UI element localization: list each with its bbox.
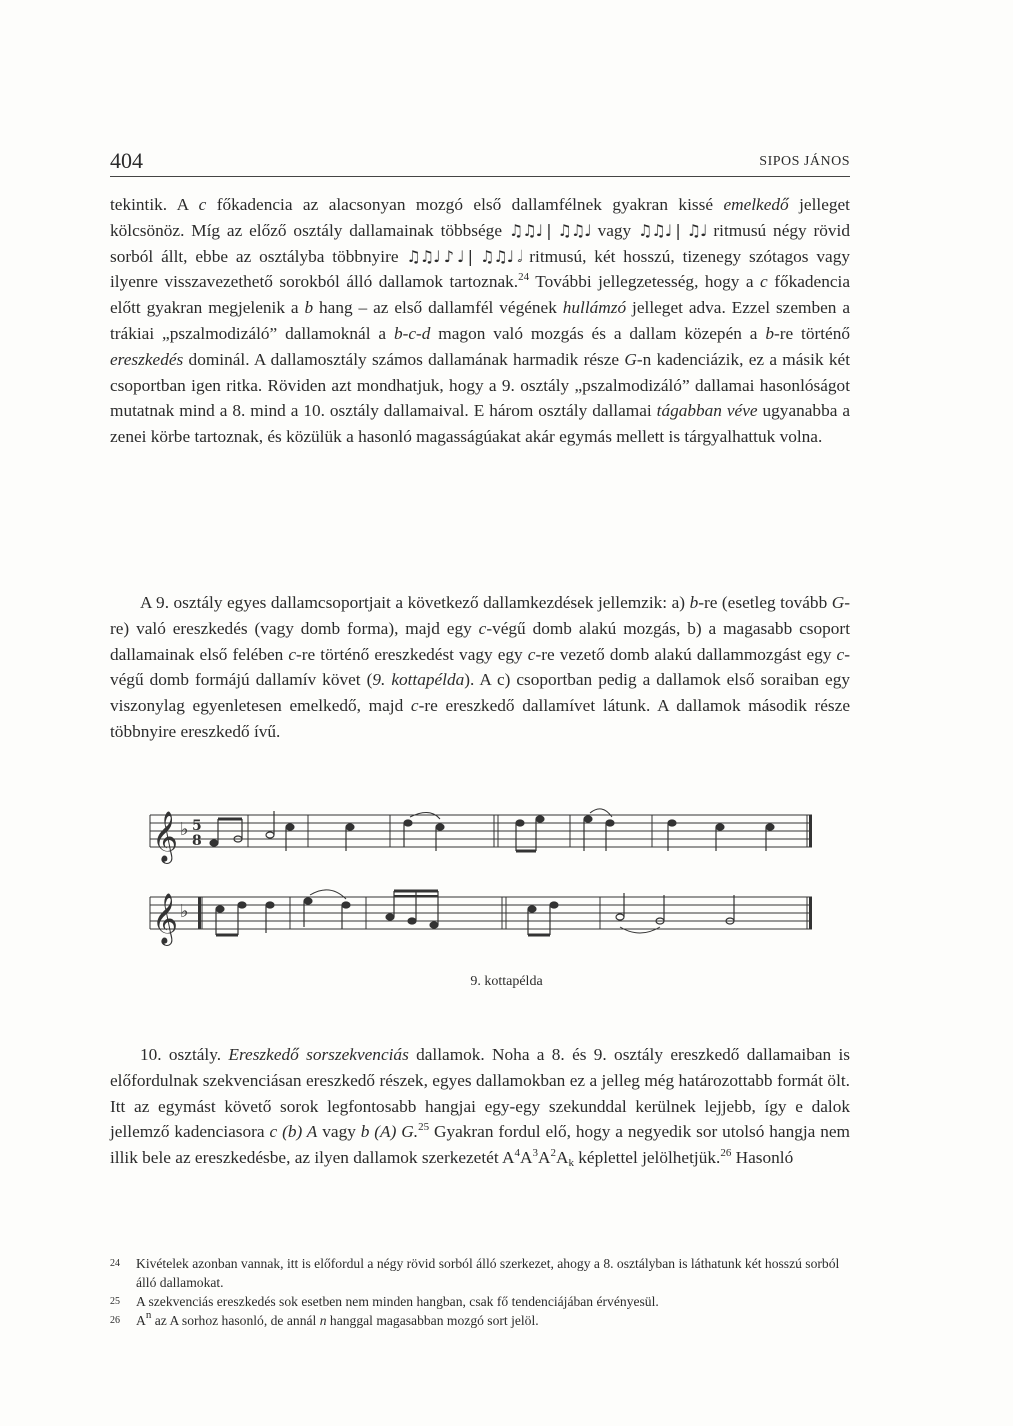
text: ugyanabba a zenei körbe tartoznak, és közülük a hasonló magasságúakat akár egymás mellett is tárgyalhattuk volna. xyxy=(110,401,851,447)
running-head: SIPOS JÁNOS xyxy=(759,154,850,169)
text: magon való mozgás és a dallam közepén a xyxy=(430,323,766,343)
paragraph-1 xyxy=(110,192,850,450)
italic-term: emelkedő xyxy=(723,195,789,214)
text: jelleget adva. Ezzel szemben a trákiai „pszalmodizáló” dallamoknál a xyxy=(110,298,851,343)
italic-note: c xyxy=(288,644,297,664)
text: -re ereszkedő dallamívet látunk. A dallamok második része többnyire ereszkedő ívű. xyxy=(110,696,851,741)
note xyxy=(304,898,312,904)
note xyxy=(516,820,524,826)
footnote-text: Kivételek azonban vannak, itt is előfordul a négy rövid sorból álló szerkezet, ahogy a 8. osztályban is láthatunk két hosszú sorból álló dallamokat. xyxy=(136,1256,840,1290)
text: -n kadenciázik, ez a másik két csoportban igen ritka. Röviden azt mondhatjuk, hogy a 9. osztály „pszalmodizáló” dallamai hasonlóságot mutatnak mind a 8. mind a 10. osztály dallamaival. E három osztály dallamai xyxy=(110,349,850,421)
repeat-barline xyxy=(198,897,201,929)
footnote-number: 24 xyxy=(110,1258,120,1269)
staff-2 xyxy=(150,897,812,929)
text: ritmusú, két hosszú, tizenegy szótagos vagy ilyenre visszavezethető sorokból álló dallamok tartoznak. xyxy=(110,246,850,292)
flat-icon: ♭ xyxy=(180,901,189,922)
tie xyxy=(310,890,346,899)
italic-note: c xyxy=(478,618,487,638)
italic-note: G xyxy=(831,593,845,612)
rhythm-notation: ♫♫♩ 𝅗𝅥 xyxy=(479,246,522,266)
text: -végű domb formájú dallamív követ ( xyxy=(110,644,850,690)
italic-note: b-c-d xyxy=(393,323,431,343)
note xyxy=(286,824,294,830)
section-title: Ereszkedő sorszekvenciás xyxy=(228,1045,409,1064)
text: képlettel jelölhetjük. xyxy=(573,1148,721,1168)
footnotes xyxy=(110,1254,850,1330)
note xyxy=(238,902,246,908)
treble-clef-icon: 𝄞 xyxy=(152,811,179,862)
text: -re történő xyxy=(773,323,851,343)
note xyxy=(436,824,444,830)
footnote-ref[interactable]: 24 xyxy=(518,271,530,284)
text: A xyxy=(519,1148,533,1168)
footnote-26 xyxy=(110,1311,850,1330)
note xyxy=(404,820,412,826)
superscript: 2 xyxy=(550,1147,556,1160)
text: vagy xyxy=(590,220,639,240)
text: -re) való ereszkedés (vagy domb forma), majd egy xyxy=(110,593,850,638)
tie xyxy=(410,812,440,819)
note xyxy=(386,914,394,920)
note xyxy=(616,914,624,920)
staff-1 xyxy=(150,815,812,847)
italic-term: hullámzó xyxy=(562,298,627,318)
paragraph-2 xyxy=(110,590,850,745)
text: ritmusú négy rövid sorból állt, ebbe az osztályba többnyire xyxy=(110,220,850,266)
text: Gyakran fordul elő, hogy a negyedik sor utolsó hangja nem illik bele az ereszkedésbe, az ilyen dallamok szerkezetét A xyxy=(110,1122,850,1168)
note xyxy=(528,906,536,912)
subscript: k xyxy=(568,1157,574,1170)
superscript: 3 xyxy=(532,1147,538,1160)
cadence-formula: b (A) G. xyxy=(360,1122,419,1142)
footnote-text: A xyxy=(136,1313,146,1328)
rhythm-notation: ♫♫♩ | xyxy=(638,220,680,240)
text: -végű domb alakú mozgás, b) a magasabb csoport dallamainak első felében xyxy=(110,618,850,664)
final-barline xyxy=(809,815,812,847)
footnote-ref[interactable]: 26 xyxy=(720,1147,732,1160)
text: tekintik. A xyxy=(110,195,199,214)
text: -re (esetleg tovább xyxy=(698,593,832,612)
text: 10. osztály. xyxy=(140,1045,229,1064)
text: jelleget kölcsönöz. Míg az előző osztály dallamainak többsége xyxy=(110,195,850,240)
note xyxy=(716,824,724,830)
text: ). A c) csoportban pedig a dallamok első soraiban egy viszonylag egyenletesen emelkedő, majd xyxy=(110,670,850,716)
note xyxy=(536,816,544,822)
cadence-formula: c (b) A xyxy=(269,1122,318,1142)
footnote-ref[interactable]: 25 xyxy=(418,1121,430,1134)
italic-note: b xyxy=(765,323,774,343)
note xyxy=(408,918,416,924)
text: További jellegzetesség, hogy a xyxy=(529,272,761,292)
flat-icon: ♭ xyxy=(180,819,189,840)
text: vagy xyxy=(317,1122,361,1142)
italic-note: n xyxy=(319,1313,327,1328)
music-score xyxy=(140,795,830,955)
text: főkadencia az alacsonyan mozgó első dallamfélnek gyakran kissé xyxy=(206,195,724,214)
text: dominál. A dallamosztály számos dallamának harmadik része xyxy=(183,349,625,369)
note xyxy=(668,820,676,826)
text: Hasonló xyxy=(731,1148,794,1168)
italic-note: c xyxy=(198,195,207,214)
italic-note: b xyxy=(304,298,314,318)
footnote-number: 26 xyxy=(110,1315,120,1326)
superscript: n xyxy=(145,1309,152,1321)
italic-note: c xyxy=(760,272,768,292)
text: dallamok. Noha a 8. és 9. osztály ereszkedő dallamaiban is előfordulnak szekvenciásan ereszkedő részek, egyes dallamokban ez a jelleg még határozottabb formát ölt. Itt az egymást követő sorok legfontosabb hangjai egy-egy szekunddal kerülnek lejjebb, így e dalok jellemző kadenciasora xyxy=(110,1045,851,1142)
text: -re vezető domb alakú dallammozgást egy xyxy=(535,644,837,664)
italic-note: b xyxy=(689,593,699,612)
note xyxy=(342,902,350,908)
text: A xyxy=(537,1148,551,1168)
note xyxy=(584,816,592,822)
footnote-24 xyxy=(110,1254,850,1292)
footnote-text: A szekvenciás ereszkedés sok esetben nem minden hangban, csak fő tendenciájában érvényesül. xyxy=(136,1294,659,1309)
text: főkadencia előtt gyakran megjelenik a xyxy=(110,272,850,318)
time-signature: 8 xyxy=(192,833,202,849)
rhythm-notation: ♫♫♩ xyxy=(557,220,591,240)
footnote-number: 25 xyxy=(110,1296,120,1307)
superscript: 4 xyxy=(514,1147,520,1160)
final-barline xyxy=(809,897,812,929)
footnote-text: hanggal magasabban mozgó sort jelöl. xyxy=(326,1313,539,1328)
italic-note: c xyxy=(527,644,536,664)
text: hang – az első dallamfél végének xyxy=(313,298,563,318)
example-reference[interactable]: 9. kottapélda xyxy=(372,670,465,690)
paragraph-3 xyxy=(110,1042,850,1171)
note xyxy=(266,902,274,908)
note xyxy=(266,832,274,838)
italic-term: ereszkedés xyxy=(110,349,184,369)
italic-note: c xyxy=(410,696,419,716)
rhythm-notation: ♫♫♩ ♪ ♩ | xyxy=(406,246,473,266)
note xyxy=(216,906,224,912)
italic-term: tágabban véve xyxy=(656,401,758,421)
note xyxy=(550,902,558,908)
treble-clef-icon: 𝄞 xyxy=(152,893,179,944)
note xyxy=(346,824,354,830)
page-header xyxy=(110,148,850,177)
time-signature: 5 xyxy=(192,818,202,834)
figure-caption: 9. kottapélda xyxy=(470,974,543,989)
italic-note: c xyxy=(836,644,845,664)
italic-note: G xyxy=(624,349,637,369)
note xyxy=(210,840,218,846)
rhythm-notation: ♫♩ xyxy=(686,220,707,240)
tie xyxy=(590,809,612,817)
footnote-25 xyxy=(110,1292,850,1311)
tie xyxy=(620,927,660,933)
text: A 9. osztály egyes dallamcsoportjait a következő dallamkezdések jellemzik: a) xyxy=(140,593,690,612)
rhythm-notation: ♫♫♩ | xyxy=(508,220,551,240)
note xyxy=(606,820,614,826)
note xyxy=(766,824,774,830)
page-number: 404 xyxy=(110,148,143,173)
text: -re történő ereszkedést vagy egy xyxy=(296,644,528,664)
note xyxy=(430,922,438,928)
footnote-text: az A sorhoz hasonló, de annál xyxy=(151,1313,320,1328)
text: A xyxy=(555,1148,569,1168)
